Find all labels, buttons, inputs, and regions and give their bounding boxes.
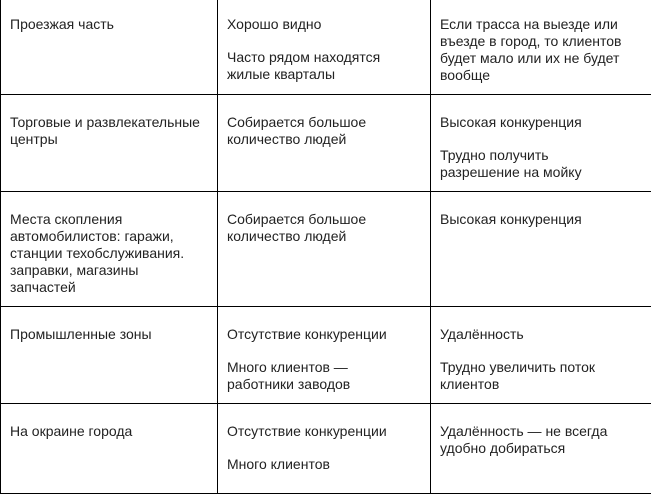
place-cell (1, 404, 218, 494)
cons-text: Высокая конкуренция (440, 114, 642, 131)
cons-text: Высокая конкуренция (440, 211, 642, 228)
cons-cell (431, 307, 651, 404)
cons-cell (431, 0, 651, 95)
pros-cell (218, 0, 431, 95)
place-cell (1, 307, 218, 404)
cons-text: Если трасса на выезде или въезде в город, то клиентов будет мало или их не будет вообще (440, 16, 642, 84)
cons-text: Удалённость (440, 326, 642, 343)
cons-text: Трудно получить разрешение на мойку (440, 147, 642, 181)
pros-cell (218, 307, 431, 404)
cons-text: Трудно увеличить поток клиентов (440, 359, 642, 393)
place-text: Промышленные зоны (10, 326, 208, 343)
place-cell (1, 192, 218, 307)
pros-cell (218, 404, 431, 494)
pros-text: Собирается большое количество людей (227, 211, 421, 245)
table-row (1, 0, 651, 95)
pros-text: Отсутствие конкуренции (227, 423, 421, 440)
cons-cell (431, 95, 651, 192)
pros-text: Часто рядом находятся жилые кварталы (227, 49, 421, 83)
cons-cell (431, 404, 651, 494)
cons-text: Удалённость — не всегда удобно добираться (440, 423, 642, 457)
pros-text: Хорошо видно (227, 16, 421, 33)
place-cell (1, 95, 218, 192)
place-text: Проезжая часть (10, 16, 208, 33)
table-row (1, 404, 651, 494)
place-text: Торговые и развлекательные центры (10, 114, 208, 148)
table-row (1, 192, 651, 307)
pros-cell (218, 192, 431, 307)
place-cell (1, 0, 218, 95)
place-text: На окраине города (10, 423, 208, 440)
cons-cell (431, 192, 651, 307)
pros-text: Много клиентов — работники заводов (227, 359, 421, 393)
pros-cell (218, 95, 431, 192)
pros-text: Отсутствие конкуренции (227, 326, 421, 343)
pros-text: Много клиентов (227, 456, 421, 473)
pros-text: Собирается большое количество людей (227, 114, 421, 148)
table-row (1, 307, 651, 404)
place-text: Места скопления автомобилистов: гаражи, станции техобслуживания. заправки, магазины запчастей (10, 211, 208, 296)
table-row (1, 95, 651, 192)
